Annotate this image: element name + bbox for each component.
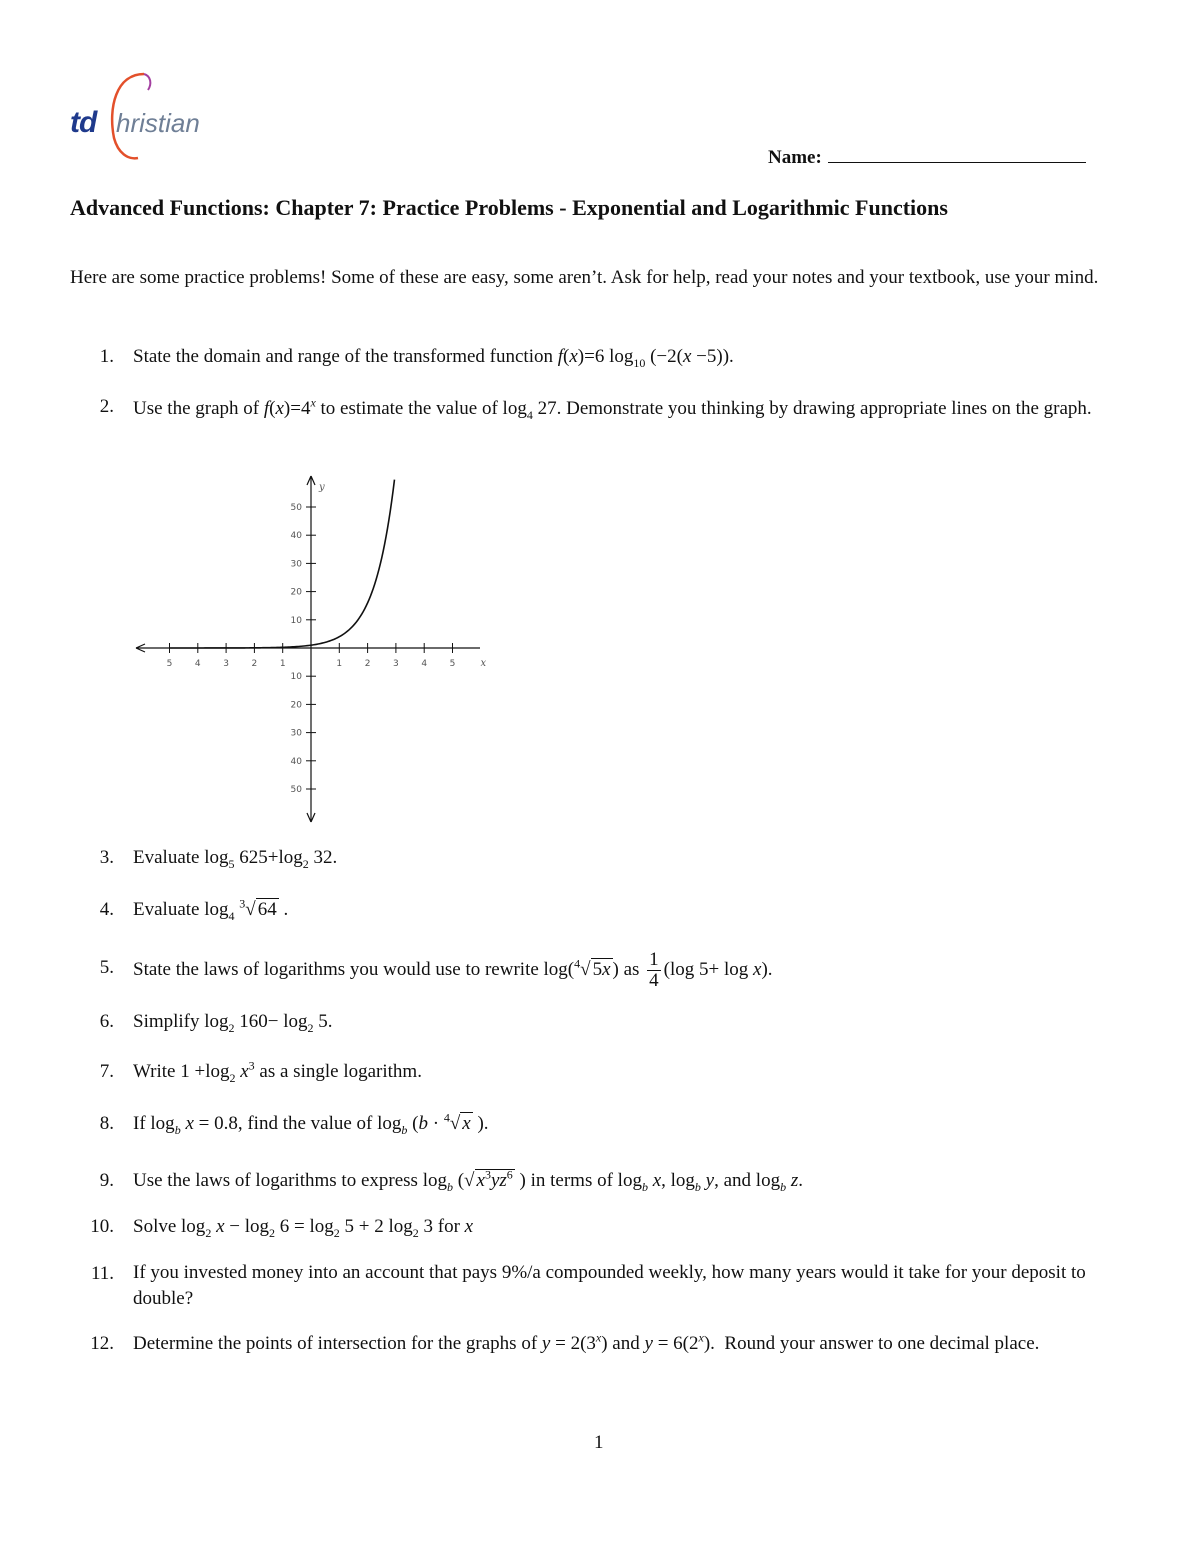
question-text: State the laws of logarithms you would use to rewrite log($^4$√ 5x ) as $\frac{1}{4}$ (log 5+ log x).	[133, 949, 773, 991]
question-text: Determine the points of intersection for the graphs of $y = 2(3^x)$ and $y = 6(2^x)$. Round your answer to one decimal place.	[133, 1330, 1040, 1354]
question-text: Evaluate $\log_4 ^3√$ 64 .	[133, 896, 289, 923]
x-tick-label: 1	[279, 659, 286, 669]
page-number: 1	[594, 1432, 604, 1453]
question-number: 12.	[90, 1333, 114, 1354]
logo-td-text: td	[70, 106, 97, 139]
y-tick-label: 50	[290, 785, 302, 795]
x-tick-label: 4	[421, 659, 428, 669]
question-text: Use the laws of logarithms to express $\log_b$ (√ $x^3yz^6$ ) in terms of $\log_b x$, $\log_b y$, and $\log_b z$.	[133, 1167, 803, 1194]
question-text: Evaluate $\log_5 625+\log_2$ 32.	[133, 847, 338, 871]
y-tick-label: 10	[290, 672, 302, 683]
question-text: If $\log_b x = 0.8$, find the value of $\log_b (b \cdot ^4√$ x ).	[133, 1110, 489, 1137]
x-tick-label: 5	[166, 659, 173, 669]
question-number: 3.	[99, 847, 114, 868]
question-text: Write $1 +\log_2$ $x^3$ as a single logarithm.	[133, 1058, 422, 1085]
page-title: Advanced Functions: Chapter 7: Practice Problems - Exponential and Logarithmic Functions	[70, 195, 948, 220]
y-tick-label: 40	[290, 531, 302, 542]
y-tick-label: 20	[290, 700, 302, 711]
question-text: Use the graph of $f(x)=4^x$ to estimate the value of $\log_4 27$. Demonstrate you thinking by drawing appropriate lines on the graph.	[133, 395, 1092, 422]
x-axis-label: x	[480, 658, 487, 669]
intro-paragraph: Here are some practice problems! Some of these are easy, some aren’t. Ask for help, read your notes and your textbook, use your mind.	[70, 267, 1099, 288]
question-number: 8.	[99, 1113, 114, 1134]
x-tick-label: 3	[223, 659, 229, 669]
question-number: 2.	[99, 396, 114, 417]
x-tick-label: 4	[194, 659, 201, 669]
y-tick-label: 10	[290, 615, 302, 626]
question-number: 10.	[90, 1216, 114, 1237]
question-number: 9.	[99, 1170, 114, 1191]
y-axis-label: y	[319, 482, 325, 493]
name-blank-line	[828, 146, 1086, 163]
school-logo	[68, 68, 218, 163]
x-tick-label: 2	[364, 659, 371, 669]
question-number: 1.	[99, 346, 114, 367]
question-text: State the domain and range of the transformed function f(x)=6 $\log_{10} (-2(x -5))$.	[133, 346, 734, 370]
question-text: Solve $\log_2 x - \log_2 6 = \log_2 5 + 2$ $\log_2 3$ for x	[133, 1216, 474, 1240]
y-tick-label: 50	[290, 503, 302, 513]
name-label: Name:	[768, 147, 822, 168]
y-tick-label: 40	[290, 756, 302, 767]
y-tick-label: 30	[290, 559, 302, 570]
y-tick-label: 20	[290, 587, 302, 598]
x-tick-label: 3	[393, 659, 399, 669]
exponential-graph[interactable]	[130, 470, 490, 830]
question-number: 4.	[99, 899, 114, 920]
question-number: 5.	[99, 957, 114, 978]
x-tick-label: 1	[336, 659, 343, 669]
logo-word-text: hristian	[116, 108, 200, 138]
x-tick-label: 2	[251, 659, 258, 669]
question-number: 6.	[99, 1011, 114, 1032]
question-text: If you invested money into an account that pays 9%/a compounded weekly, how many years would it take for your deposit to double?	[133, 1262, 1086, 1309]
y-tick-label: 30	[290, 728, 302, 739]
name-field	[768, 146, 1086, 169]
question-text: Simplify $\log_2 160- \log_2 5$.	[133, 1011, 333, 1035]
question-number: 11.	[90, 1263, 114, 1284]
exponential-curve	[170, 480, 395, 648]
question-number: 7.	[99, 1061, 114, 1082]
x-tick-label: 5	[449, 659, 456, 669]
